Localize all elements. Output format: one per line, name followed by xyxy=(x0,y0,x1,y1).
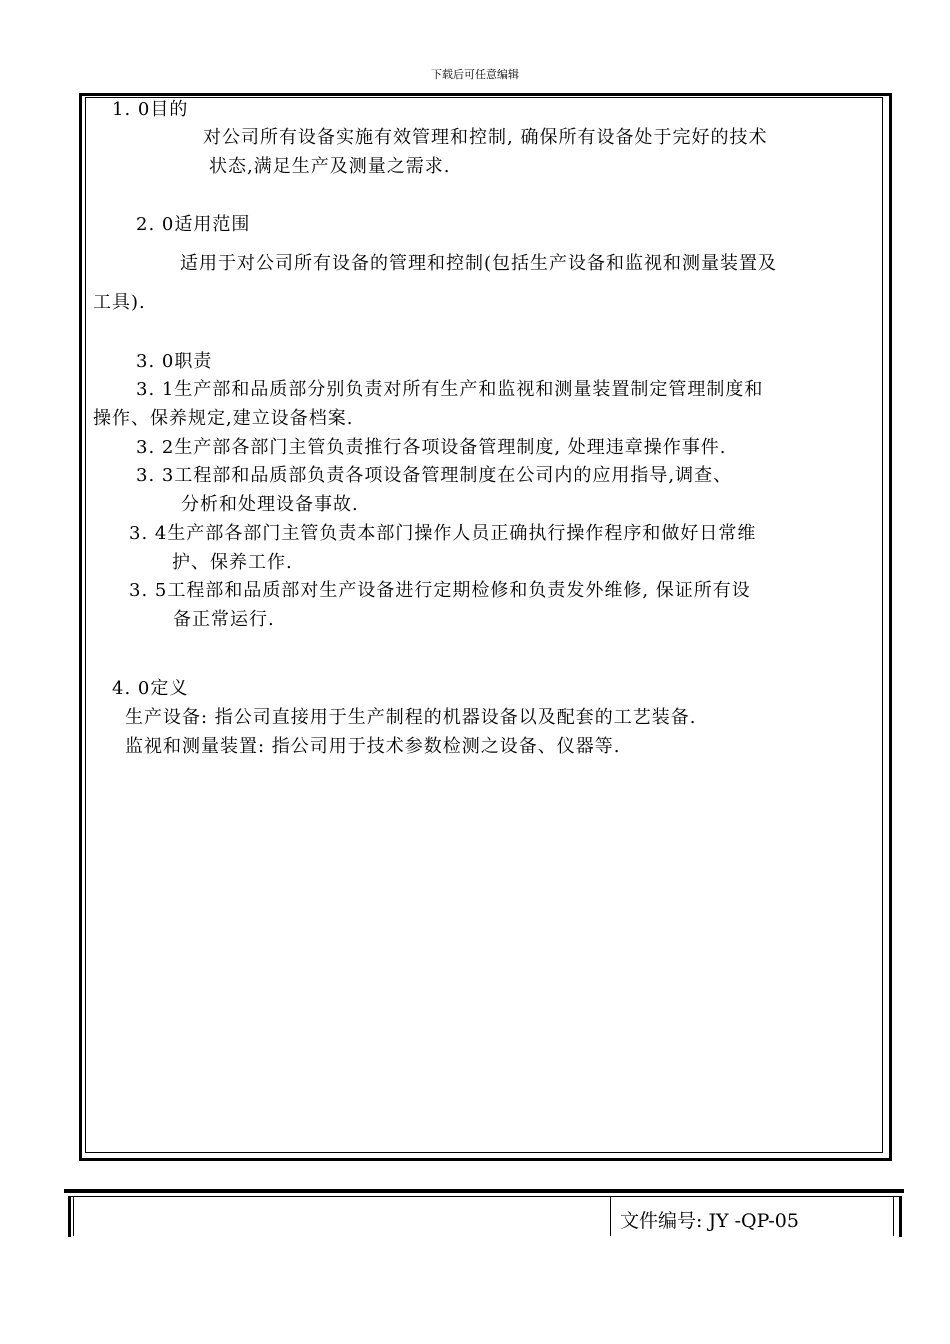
section-4-line-2: 监视和测量装置: 指公司用于技术参数检测之设备、仪器等. xyxy=(125,736,621,757)
footer-inner-border-left xyxy=(73,1196,74,1236)
footer-inner-border-right xyxy=(893,1196,894,1236)
section-1-title: 1. 0目的 xyxy=(112,99,189,120)
section-3-3-line-2: 分析和处理设备事故. xyxy=(181,494,359,515)
section-2-line-1: 适用于对公司所有设备的管理和控制(包括生产设备和监视和测量装置及 xyxy=(180,253,778,274)
section-3-4-line-2: 护、保养工作. xyxy=(172,552,293,573)
section-3-title: 3. 0职责 xyxy=(136,351,213,372)
footer-cell-divider xyxy=(610,1196,611,1236)
section-1-line-1: 对公司所有设备实施有效管理和控制, 确保所有设备处于完好的技术 xyxy=(203,127,768,148)
section-3-5-line-2: 备正常运行. xyxy=(173,609,275,630)
section-3-5-line-1: 3. 5工程部和品质部对生产设备进行定期检修和负责发外维修, 保证所有设 xyxy=(129,580,751,601)
section-2-line-2: 工具). xyxy=(93,292,146,313)
footer-border-top xyxy=(64,1189,904,1193)
section-2-title: 2. 0适用范围 xyxy=(136,214,251,235)
section-4-title: 4. 0定义 xyxy=(112,678,189,699)
section-3-4-line-1: 3. 4生产部各部门主管负责本部门操作人员正确执行操作程序和做好日常维 xyxy=(129,523,757,544)
section-3-2-line-1: 3. 2生产部各部门主管负责推行各项设备管理制度, 处理违章操作事件. xyxy=(136,437,727,458)
document-number-label: 文件编号: JY -QP-05 xyxy=(620,1210,799,1232)
section-3-1-line-2: 操作、保养规定,建立设备档案. xyxy=(93,408,354,429)
section-4-line-1: 生产设备: 指公司直接用于生产制程的机器设备以及配套的工艺装备. xyxy=(125,707,697,728)
header-note: 下载后可任意编辑 xyxy=(431,68,519,81)
section-1-line-2: 状态,满足生产及测量之需求. xyxy=(209,156,451,177)
section-3-1-line-1: 3. 1生产部和品质部分别负责对所有生产和监视和测量装置制定管理制度和 xyxy=(136,379,764,400)
section-3-3-line-1: 3. 3工程部和品质部负责各项设备管理制度在公司内的应用指导,调查、 xyxy=(136,465,733,486)
